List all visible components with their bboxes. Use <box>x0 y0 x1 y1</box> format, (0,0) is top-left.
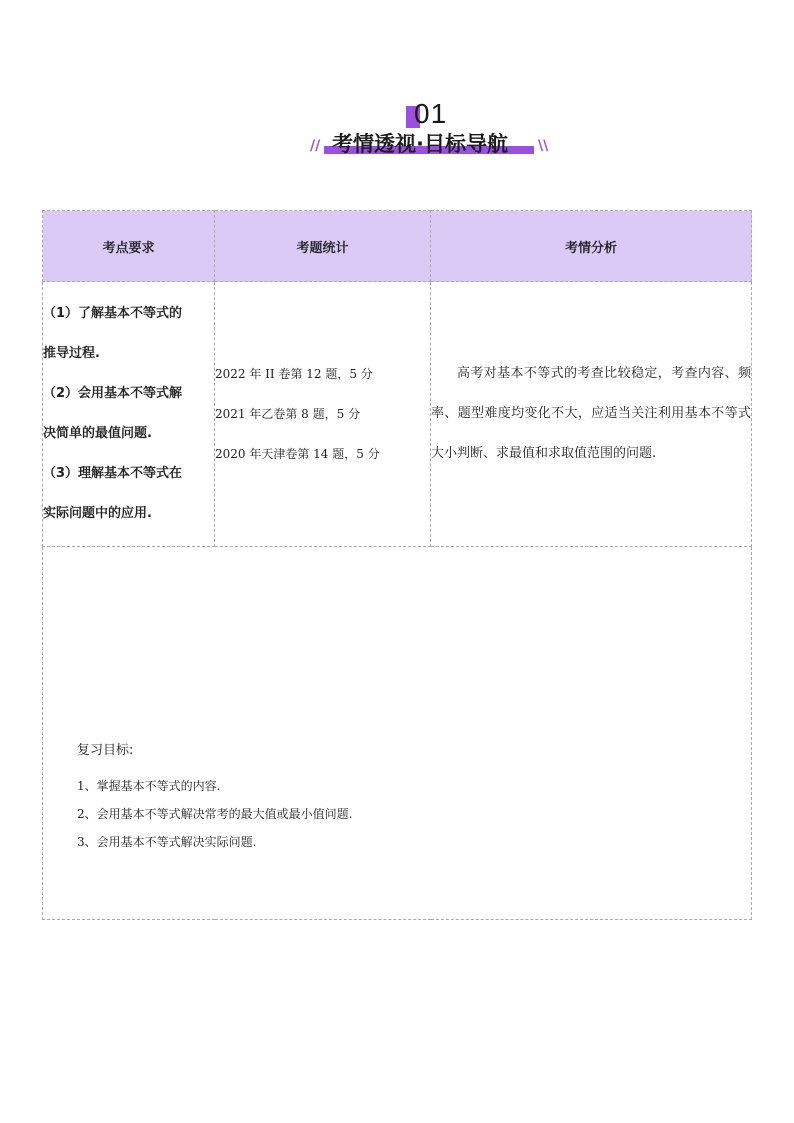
goal-item: 3、会用基本不等式解决实际问题. <box>77 834 257 849</box>
requirements-cell <box>43 282 215 547</box>
table-row <box>43 282 752 547</box>
requirement-line: （1）了解基本不等式的 <box>43 306 183 321</box>
header-statistics: 考题统计 <box>215 211 431 282</box>
requirement-line: 实际问题中的应用. <box>43 506 152 521</box>
goals-title: 复习目标: <box>77 742 134 758</box>
goals-row <box>43 547 752 920</box>
goal-item: 2、会用基本不等式解决常考的最大值或最小值问题. <box>77 806 353 821</box>
requirement-line: （3）理解基本不等式在 <box>43 466 183 481</box>
goals-cell <box>43 547 752 920</box>
analysis-cell <box>431 282 752 547</box>
section-header <box>0 92 794 162</box>
requirement-line: （2）会用基本不等式解 <box>43 386 183 401</box>
requirement-line: 决简单的最值问题. <box>43 426 152 441</box>
exam-overview-table <box>42 210 752 920</box>
statistics-cell <box>215 282 431 547</box>
section-title-text: 考情透视·目标导航 <box>332 132 508 156</box>
statistic-line: 2020 年天津卷第 14 题，5 分 <box>215 447 380 461</box>
goal-item: 1、掌握基本不等式的内容. <box>77 778 221 793</box>
statistic-line: 2021 年乙卷第 8 题，5 分 <box>215 407 361 421</box>
header-requirements: 考点要求 <box>43 211 215 282</box>
requirement-line: 推导过程. <box>43 346 100 361</box>
section-title <box>310 128 550 158</box>
statistic-line: 2022 年 II 卷第 12 题，5 分 <box>215 367 373 381</box>
section-number-text: 01 <box>414 98 448 129</box>
left-slash-decoration: // <box>310 138 321 154</box>
section-number <box>406 98 456 130</box>
header-analysis: 考情分析 <box>431 211 752 282</box>
table-header-row <box>43 211 752 282</box>
right-slash-decoration: \\ <box>538 138 549 154</box>
analysis-text: 高考对基本不等式的考查比较稳定，考查内容、频率、题型难度均变化不大，应适当关注利用基本不等式大小判断、求最值和求取值范围的问题. <box>431 366 751 461</box>
